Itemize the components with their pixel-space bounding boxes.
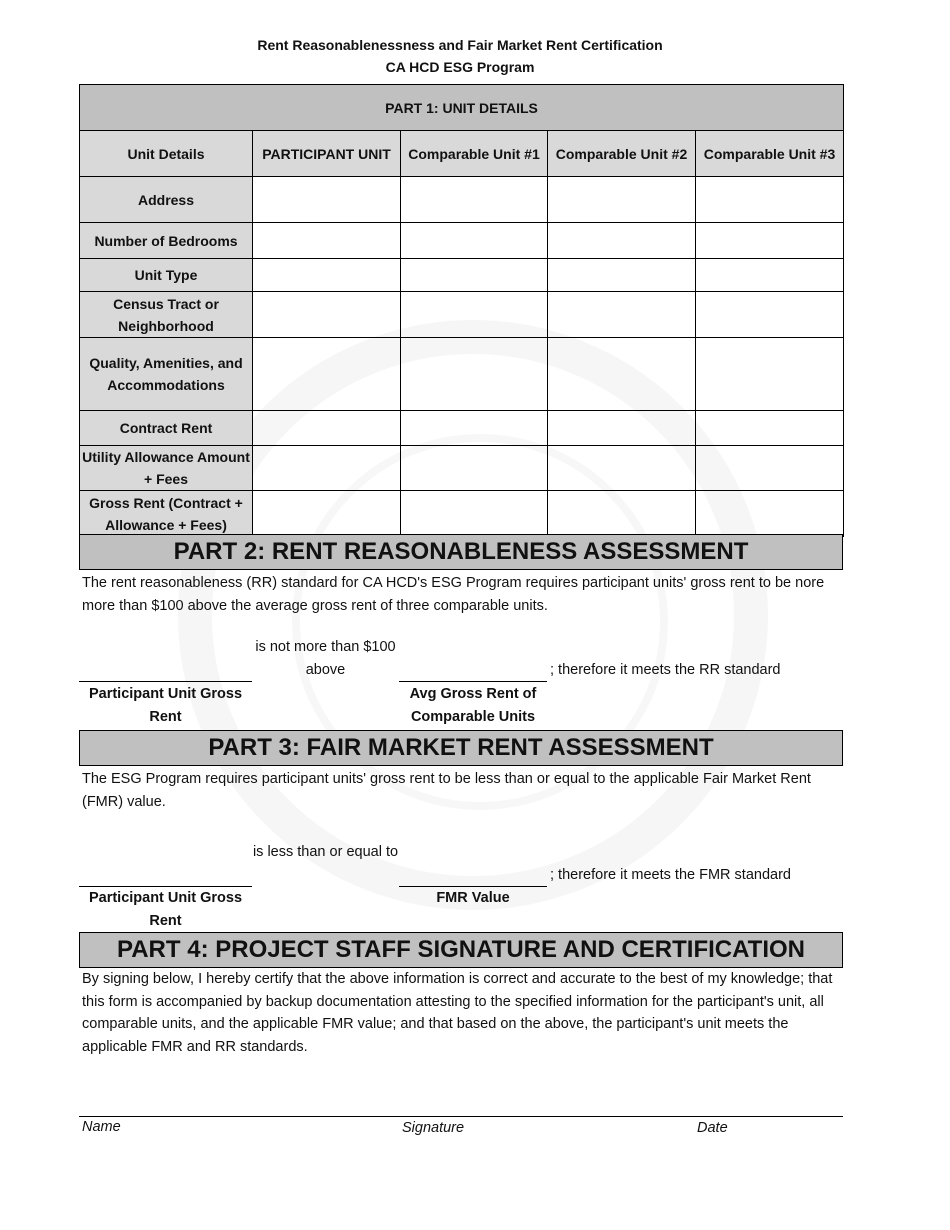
participant-gross-rent-cell[interactable]	[253, 491, 401, 537]
comp1-gross-rent-cell[interactable]	[401, 491, 548, 537]
column-header-comparable-3: Comparable Unit #3	[696, 131, 844, 177]
part4-title: PART 4: PROJECT STAFF SIGNATURE AND CERTIFICATION	[79, 932, 843, 968]
row-label-census-tract: Census Tract or Neighborhood	[80, 292, 253, 338]
part2-description: The rent reasonableness (RR) standard for CA HCD's ESG Program requires participant units' gross rent to be nore more than $100 above the average gross rent of three comparable units.	[82, 575, 825, 614]
participant-quality-cell[interactable]	[253, 338, 401, 411]
comp2-contract-rent-cell[interactable]	[548, 411, 696, 446]
part4-description: By signing below, I hereby certify that the above information is correct and accurate to the best of my knowledge; that this form is accompanied by backup documentation attesting to the specified information for the participant's unit, all comparable units, and the applicable FMR value; and that based on the above, the participant's unit meets the applicable FMR and RR standards.	[82, 971, 833, 1055]
row-label-quality: Quality, Amenities, and Accommodations	[80, 338, 253, 411]
column-header-participant-unit: PARTICIPANT UNIT	[253, 131, 401, 177]
unit-details-table	[79, 84, 844, 537]
participant-gross-rent-line[interactable]	[79, 681, 252, 682]
avg-gross-rent-line[interactable]	[399, 681, 547, 682]
row-label-bedrooms: Number of Bedrooms	[80, 223, 253, 259]
part2-title: PART 2: RENT REASONABLENESS ASSESSMENT	[79, 534, 843, 570]
table-row	[80, 338, 844, 411]
participant-utility-cell[interactable]	[253, 446, 401, 491]
comp3-utility-cell[interactable]	[696, 446, 844, 491]
part3-title: PART 3: FAIR MARKET RENT ASSESSMENT	[79, 730, 843, 766]
signature-label: Signature	[402, 1120, 465, 1136]
comp1-utility-cell[interactable]	[401, 446, 548, 491]
date-label: Date	[697, 1120, 728, 1136]
name-label: Name	[82, 1119, 121, 1135]
row-label-contract-rent: Contract Rent	[80, 411, 253, 446]
comp2-quality-cell[interactable]	[548, 338, 696, 411]
participant-gross-rent-fmr-label: Participant Unit Gross Rent	[88, 890, 243, 929]
column-header-unit-details: Unit Details	[80, 131, 253, 177]
participant-contract-rent-cell[interactable]	[253, 411, 401, 446]
rr-conclusion-text: ; therefore it meets the RR standard	[550, 662, 781, 678]
comp2-bedrooms-cell[interactable]	[548, 223, 696, 259]
part3-description: The ESG Program requires participant units' gross rent to be less than or equal to the applicable Fair Market Rent (FMR) value.	[82, 771, 811, 810]
row-label-address: Address	[80, 177, 253, 223]
comp3-unit-type-cell[interactable]	[696, 259, 844, 292]
fmr-comparison-text: is less than or equal to	[252, 844, 399, 860]
comp1-census-cell[interactable]	[401, 292, 548, 338]
comp2-unit-type-cell[interactable]	[548, 259, 696, 292]
table-row	[80, 177, 844, 223]
participant-census-cell[interactable]	[253, 292, 401, 338]
document-title: Rent Reasonablenessness and Fair Market Rent Certification	[257, 37, 663, 53]
column-header-comparable-1: Comparable Unit #1	[401, 131, 548, 177]
column-header-comparable-2: Comparable Unit #2	[548, 131, 696, 177]
comp1-unit-type-cell[interactable]	[401, 259, 548, 292]
comp3-census-cell[interactable]	[696, 292, 844, 338]
signature-line[interactable]	[79, 1116, 843, 1117]
comp3-gross-rent-cell[interactable]	[696, 491, 844, 537]
table-row	[80, 411, 844, 446]
comp2-address-cell[interactable]	[548, 177, 696, 223]
comp1-address-cell[interactable]	[401, 177, 548, 223]
row-label-unit-type: Unit Type	[80, 259, 253, 292]
table-row	[80, 491, 844, 537]
row-label-gross-rent: Gross Rent (Contract + Allowance + Fees)	[80, 491, 253, 537]
participant-unit-type-cell[interactable]	[253, 259, 401, 292]
comp2-gross-rent-cell[interactable]	[548, 491, 696, 537]
fmr-conclusion-text: ; therefore it meets the FMR standard	[550, 867, 791, 883]
participant-bedrooms-cell[interactable]	[253, 223, 401, 259]
table-row	[80, 223, 844, 259]
document-subtitle: CA HCD ESG Program	[385, 59, 535, 75]
participant-address-cell[interactable]	[253, 177, 401, 223]
participant-gross-rent-label: Participant Unit Gross Rent	[88, 686, 243, 725]
comp1-quality-cell[interactable]	[401, 338, 548, 411]
avg-gross-rent-label: Avg Gross Rent of Comparable Units	[409, 686, 537, 725]
comp1-contract-rent-cell[interactable]	[401, 411, 548, 446]
table-row	[80, 292, 844, 338]
comp2-census-cell[interactable]	[548, 292, 696, 338]
table-row	[80, 446, 844, 491]
fmr-value-label: FMR Value	[436, 890, 510, 906]
part1-title: PART 1: UNIT DETAILS	[80, 85, 844, 131]
rr-comparison-text: is not more than $100 above	[255, 639, 396, 678]
document-header	[0, 34, 920, 78]
comp3-address-cell[interactable]	[696, 177, 844, 223]
row-label-utility: Utility Allowance Amount + Fees	[80, 446, 253, 491]
comp3-bedrooms-cell[interactable]	[696, 223, 844, 259]
table-row	[80, 259, 844, 292]
comp1-bedrooms-cell[interactable]	[401, 223, 548, 259]
comp3-contract-rent-cell[interactable]	[696, 411, 844, 446]
comp3-quality-cell[interactable]	[696, 338, 844, 411]
comp2-utility-cell[interactable]	[548, 446, 696, 491]
